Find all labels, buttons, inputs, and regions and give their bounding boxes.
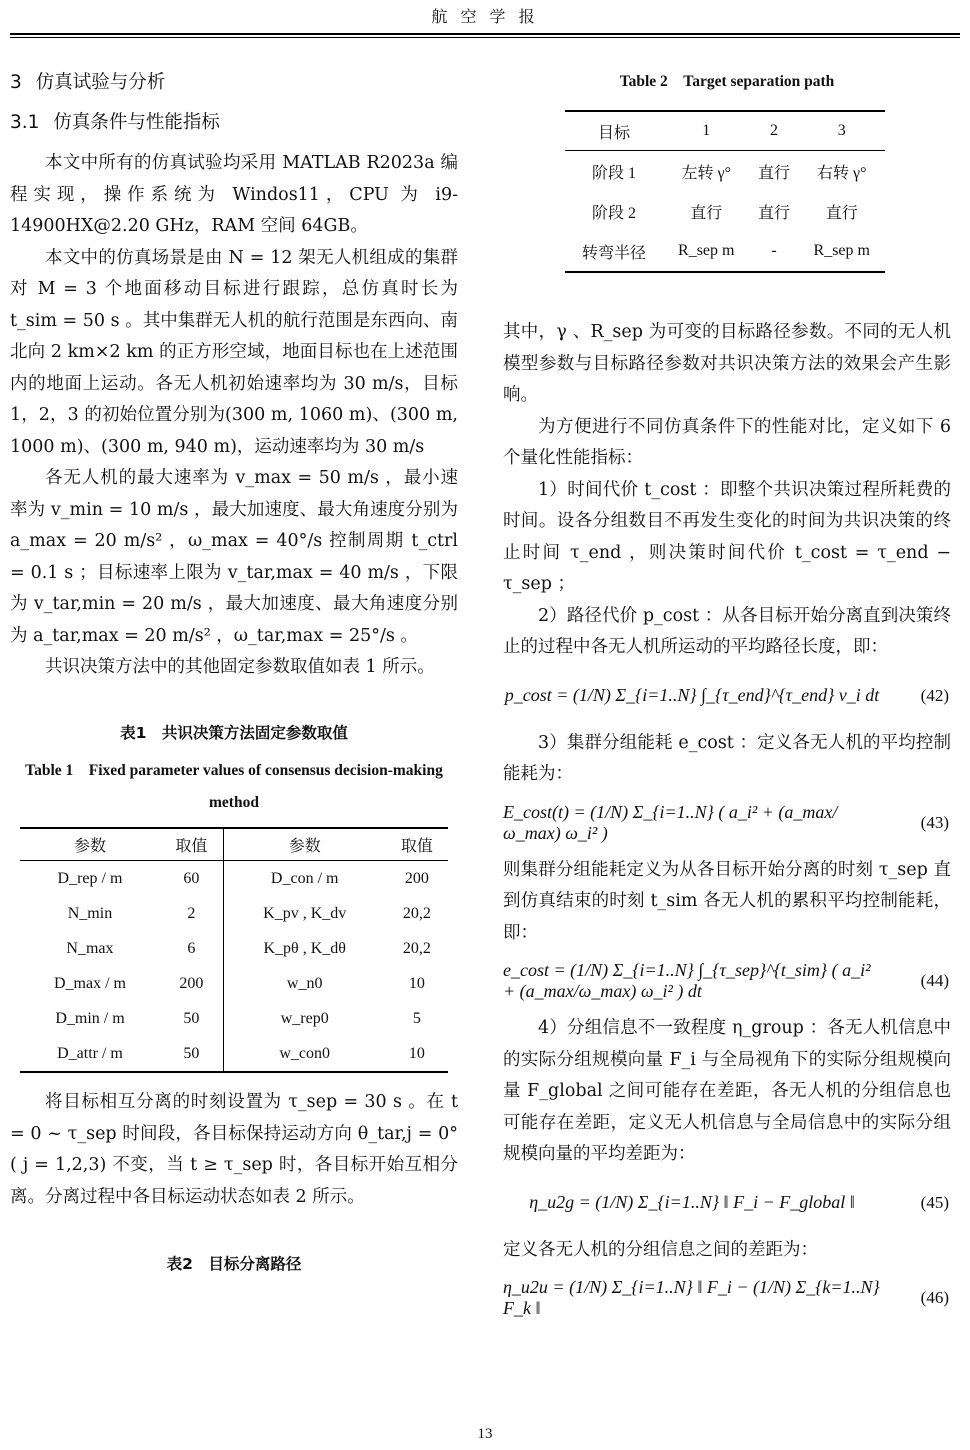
- table1-caption-en: Table 1 Fixed parameter values of consensus decision-making method: [25, 762, 443, 811]
- table2-header: 3: [799, 111, 885, 151]
- equation-42: [503, 664, 951, 728]
- table-cell: 60: [160, 861, 223, 897]
- equation-formula: e_cost = (1/N) Σ_{i=1..N} ∫_{τ_sep}^{t_sim} ( a_i² + (a_max/ω_max) ω_i² ) dt: [503, 960, 871, 1001]
- paragraph-metrics-intro: 为方便进行不同仿真条件下的性能对比，定义如下 6 个量化性能指标：: [503, 416, 951, 468]
- table-cell: 20,2: [402, 939, 431, 957]
- table-cell: R_sep m: [799, 231, 885, 272]
- table1-header: 取值: [386, 828, 448, 861]
- paragraph-time-cost: 1）时间代价 t_cost ：即整个共识决策过程所耗费的时间。设各分组数目不再发生变化的时间为共识决策的终止时间 τ_end ，则决策时间代价 t_cost = τ_end − τ_sep ；: [503, 479, 951, 594]
- table-cell: 右转 γ°: [817, 164, 867, 182]
- table-cell: D_max / m: [53, 974, 126, 992]
- page-number: 13: [477, 1426, 493, 1442]
- paragraph-table-ref: 共识决策方法中的其他固定参数取值如表 1 所示。: [45, 657, 435, 677]
- table-row: [20, 931, 448, 966]
- equation-number: (42): [920, 685, 949, 705]
- table-cell: D_attr / m: [20, 1036, 160, 1072]
- table-row: [20, 861, 448, 897]
- table-cell: N_min: [67, 904, 113, 922]
- header-rule-thick: [10, 33, 960, 35]
- equation-number: (43): [920, 812, 949, 832]
- section-title: 仿真试验与分析: [35, 72, 166, 93]
- table-cell: D_min / m: [55, 1009, 125, 1027]
- table1-header-row: [20, 828, 448, 861]
- table-cell: 10: [386, 1036, 448, 1072]
- table-cell: 2: [160, 896, 223, 931]
- paragraph-params: 其中，γ 、R_sep 为可变的目标路径参数。不同的无人机模型参数与目标路径参数对共识决策方法的效果会产生影响。: [503, 322, 951, 405]
- table-cell: 阶段 2: [592, 204, 637, 222]
- table-cell: D_rep / m: [57, 869, 123, 887]
- subsection-title: 仿真条件与性能指标: [53, 112, 220, 133]
- table-cell: 6: [160, 931, 223, 966]
- paragraph-separation: 将目标相互分离的时刻设置为 τ_sep = 30 s 。在 t = 0 ~ τ_sep 时间段，各目标保持运动方向 θ_tar,j = 0° ( j = 1,2,3) 不变，当 t ≥ τ_sep 时，各目标开始互相分离。分离过程中各目标运动状态如表 2 所示。: [10, 1092, 458, 1207]
- table-cell: 直行: [757, 164, 790, 182]
- equation-number: (45): [920, 1192, 949, 1212]
- table-cell: w_rep0: [280, 1009, 329, 1027]
- equation-46: [503, 1266, 951, 1330]
- equation-formula: E_cost(t) = (1/N) Σ_{i=1..N} ( a_i² + (a_max/ω_max) ω_i² ): [503, 801, 838, 843]
- table1-header: 参数: [20, 828, 160, 861]
- table2-header: 目标: [565, 111, 663, 151]
- subsection-number: 3.1: [10, 112, 40, 133]
- equation-45: [503, 1171, 951, 1235]
- journal-header: 航 空 学 报: [431, 7, 539, 26]
- table2-header-row: [565, 111, 885, 151]
- table-row: [20, 896, 448, 931]
- table1-header: 参数: [223, 828, 386, 861]
- table-cell: -: [749, 231, 798, 272]
- table-row: [20, 1036, 448, 1072]
- table-cell: w_n0: [286, 974, 323, 992]
- table-row: [565, 191, 885, 231]
- table-row: [20, 1001, 448, 1036]
- table-row: [565, 231, 885, 272]
- equation-43: [503, 791, 951, 855]
- paragraph-inconsistency: 4）分组信息不一致程度 η_group ：各无人机信息中的实际分组规模向量 F_i 与全局视角下的实际分组规模向量 F_global 之间可能存在差距，各无人机的分组信息也可能存在差距，定义无人机信息与全局信息中的实际分组规模向量的平均差距为：: [503, 1018, 951, 1164]
- table-cell: 阶段 1: [592, 164, 637, 182]
- table-cell: 转弯半径: [565, 231, 663, 272]
- equation-number: (46): [920, 1288, 949, 1307]
- table-cell: 直行: [757, 204, 790, 222]
- paragraph-u2u-def: 定义各无人机的分组信息之间的差距为：: [503, 1239, 818, 1260]
- table2-caption-cn: 表2 目标分离路径: [166, 1255, 302, 1273]
- table-cell: 200: [160, 966, 223, 1001]
- paragraph-limits: 各无人机的最大速率为 v_max = 50 m/s ，最小速率为 v_min = 10 m/s ，最大加速度、最大角速度分别为 a_max = 20 m/s² ，ω_max = 40°/s 控制周期 t_ctrl = 0.1 s ；目标速率上限为 v_tar,max = 40 m/s ，下限为 v_tar,min = 20 m/s ，最大加速度、最大角速度分别为 a_tar,max = 20 m/s² ，ω_tar,max = 25°/s 。: [10, 468, 458, 646]
- table-cell: K_pθ , K_dθ: [263, 939, 346, 957]
- header-rule-thin: [10, 37, 960, 38]
- table-cell: w_con0: [223, 1036, 386, 1072]
- table-cell: 10: [408, 974, 425, 992]
- paragraph-setup: 本文中所有的仿真试验均采用 MATLAB R2023a 编程实现，操作系统为 Windos11，CPU 为 i9-14900HX@2.20 GHz，RAM 空间 64GB。: [10, 153, 458, 236]
- left-column: [10, 60, 458, 1281]
- table-cell: 200: [404, 869, 429, 887]
- subsection-heading: [10, 108, 458, 134]
- table-cell: 直行: [825, 204, 858, 222]
- table2-header: 1: [663, 111, 749, 151]
- paragraph-scenario: 本文中的仿真场景是由 N = 12 架无人机组成的集群对 M = 3 个地面移动目标进行跟踪，总仿真时长为 t_sim = 50 s 。其中集群无人机的航行范围是东西向、南北向 2 km×2 km 的正方形空域，地面目标也在上述范围内的地面上运动。各无人机初始速率均为 30 m/s，目标 1，2，3 的初始位置分别为(300 m, 1060 m)、(300 m, 1000 m)、(300 m, 940 m)，运动速率均为 30 m/s: [10, 247, 458, 457]
- table-row: [20, 966, 448, 1001]
- paragraph-energy: 3）集群分组能耗 e_cost ：定义各无人机的平均控制能耗为：: [503, 732, 951, 784]
- table2: [565, 110, 885, 273]
- table-cell: 20,2: [402, 904, 431, 922]
- section-number: 3: [10, 72, 22, 93]
- table-cell: 50: [160, 1001, 223, 1036]
- equation-formula: η_u2u = (1/N) Σ_{i=1..N} ‖ F_i − (1/N) Σ_{k=1..N} F_k ‖: [503, 1277, 880, 1318]
- equation-formula: p_cost = (1/N) Σ_{i=1..N} ∫_{τ_end}^{τ_end} v_i dt: [504, 685, 880, 705]
- equation-formula: η_u2g = (1/N) Σ_{i=1..N} ‖ F_i − F_global ‖: [529, 1192, 855, 1212]
- table-cell: K_pv , K_dv: [263, 904, 347, 922]
- table-row: [565, 151, 885, 192]
- table-cell: N_max: [66, 939, 114, 957]
- table-cell: R_sep m: [663, 231, 749, 272]
- table1: [20, 827, 448, 1073]
- table1-header: 取值: [160, 828, 223, 861]
- table2-header: 2: [749, 111, 798, 151]
- table1-caption-cn: 表1 共识决策方法固定参数取值: [120, 723, 348, 742]
- right-column: [503, 60, 951, 1330]
- table-cell: 左转 γ°: [681, 164, 731, 182]
- table-cell: D_con / m: [270, 869, 339, 887]
- equation-44: [503, 949, 951, 1013]
- paragraph-path-cost: 2）路径代价 p_cost ：从各目标开始分离直到决策终止的过程中各无人机所运动的平均路径长度，即：: [503, 605, 951, 657]
- table-cell: 5: [412, 1009, 421, 1027]
- table-cell: 50: [160, 1036, 223, 1072]
- paragraph-energy-def: 则集群分组能耗定义为从各目标开始分离的时刻 τ_sep 直到仿真结束的时刻 t_sim 各无人机的累积平均控制能耗，即：: [503, 859, 951, 943]
- table2-caption-en: Table 2 Target separation path: [619, 73, 835, 90]
- table-cell: 直行: [690, 204, 723, 222]
- section-heading: [10, 68, 458, 94]
- equation-number: (44): [920, 971, 949, 990]
